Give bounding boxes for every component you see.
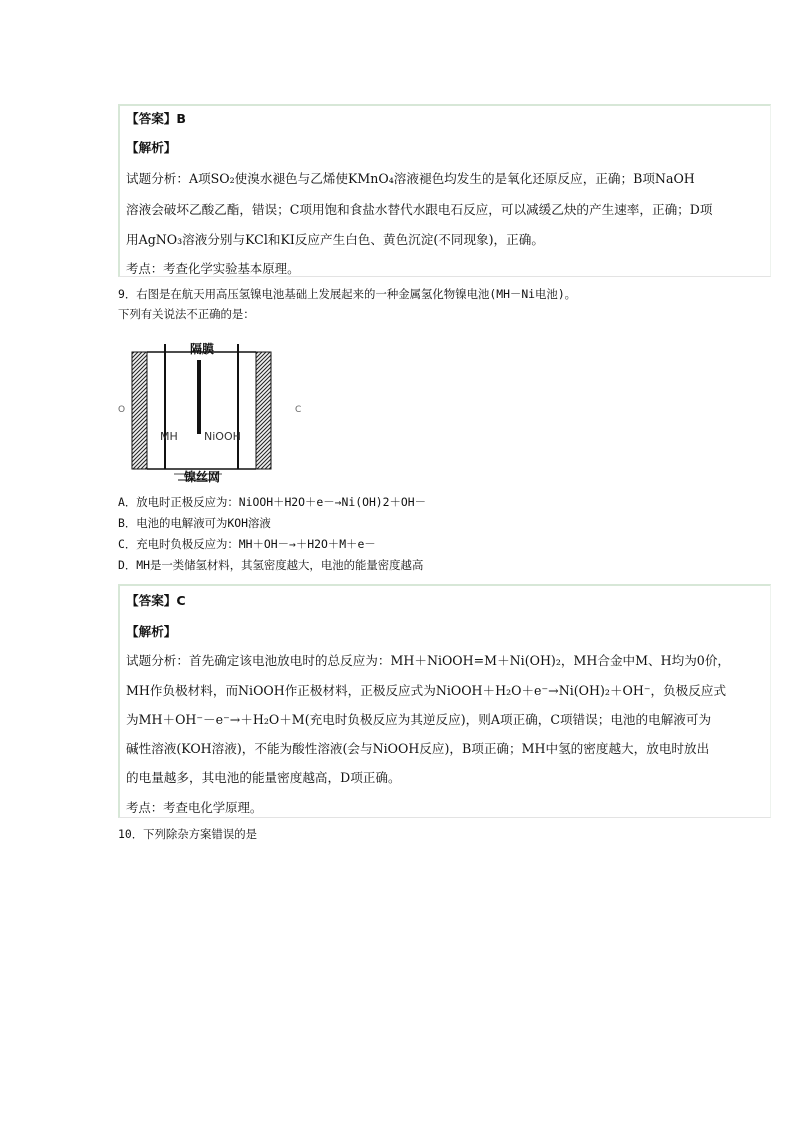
battery-diagram: [118, 324, 302, 490]
negative-electrode-label: MH: [160, 430, 178, 443]
analysis-text-line: 的电量越多，其电池的能量密度越高，D项正确。: [126, 770, 401, 785]
option-c: C．充电时负极反应为：MH＋OH－→＋H2O＋M＋e－: [118, 537, 376, 551]
analysis-label: 【解析】: [126, 624, 177, 639]
answer-label: 【答案】C: [126, 593, 186, 608]
option-b: B．电池的电解液可为KOH溶液: [118, 516, 271, 530]
diagram-marker-left: O: [118, 405, 126, 415]
question-10-stem-line: 10．下列除杂方案错误的是: [118, 827, 258, 841]
option-a: A．放电时正极反应为：NiOOH＋H2O＋e－→Ni(OH)2＋OH－: [118, 495, 427, 509]
separator-label: 隔膜: [190, 342, 215, 356]
answer-box-8: [118, 104, 771, 277]
kaodian-note: 考点：考查电化学原理。: [126, 800, 263, 815]
analysis-text-line: 用AgNO₃溶液分别与KCl和KI反应产生白色、黄色沉淀(不同现象)，正确。: [126, 232, 544, 247]
question-9-stem-line: 9．右图是在航天用高压氢镍电池基础上发展起来的一种金属氢化物镍电池(MH－Ni电池)。: [118, 287, 577, 301]
diagram-marker-right: C: [295, 405, 302, 415]
positive-electrode-label: NiOOH: [204, 430, 241, 443]
question-9-stem-line: 下列有关说法不正确的是：: [118, 307, 255, 321]
analysis-text-line: 溶液会破坏乙酸乙酯，错误；C项用饱和食盐水替代水跟电石反应，可以减缓乙炔的产生速率，正确；D项: [126, 202, 713, 217]
answer-label: 【答案】B: [126, 111, 186, 126]
option-d: D．MH是一类储氢材料，其氢密度越大，电池的能量密度越高: [118, 558, 424, 572]
analysis-text-line: 碱性溶液(KOH溶液)，不能为酸性溶液(会与NiOOH反应)，B项正确；MH中氢的密度越大，放电时放出: [126, 741, 710, 756]
nickel-mesh-label: 镍丝网: [184, 470, 221, 484]
analysis-text-line: 试题分析：首先确定该电池放电时的总反应为：MH＋NiOOH=M＋Ni(OH)₂，MH合金中M、H均为0价，: [126, 653, 731, 668]
analysis-text-line: 为MH＋OH⁻－e⁻→＋H₂O＋M(充电时负极反应为其逆反应)，则A项正确，C项错误；电池的电解液可为: [126, 712, 712, 727]
answer-box-9: [118, 584, 771, 818]
analysis-text-line: 试题分析：A项SO₂使溴水褪色与乙烯使KMnO₄溶液褪色均发生的是氧化还原反应，正确；B项NaOH: [126, 171, 695, 186]
right-electrode: [256, 352, 271, 469]
analysis-label: 【解析】: [126, 140, 177, 155]
kaodian-note: 考点：考查化学实验基本原理。: [126, 261, 300, 276]
left-electrode: [132, 352, 147, 469]
analysis-text-line: MH作负极材料，而NiOOH作正极材料，正极反应式为NiOOH＋H₂O＋e⁻→Ni(OH)₂＋OH⁻，负极反应式: [126, 683, 727, 698]
